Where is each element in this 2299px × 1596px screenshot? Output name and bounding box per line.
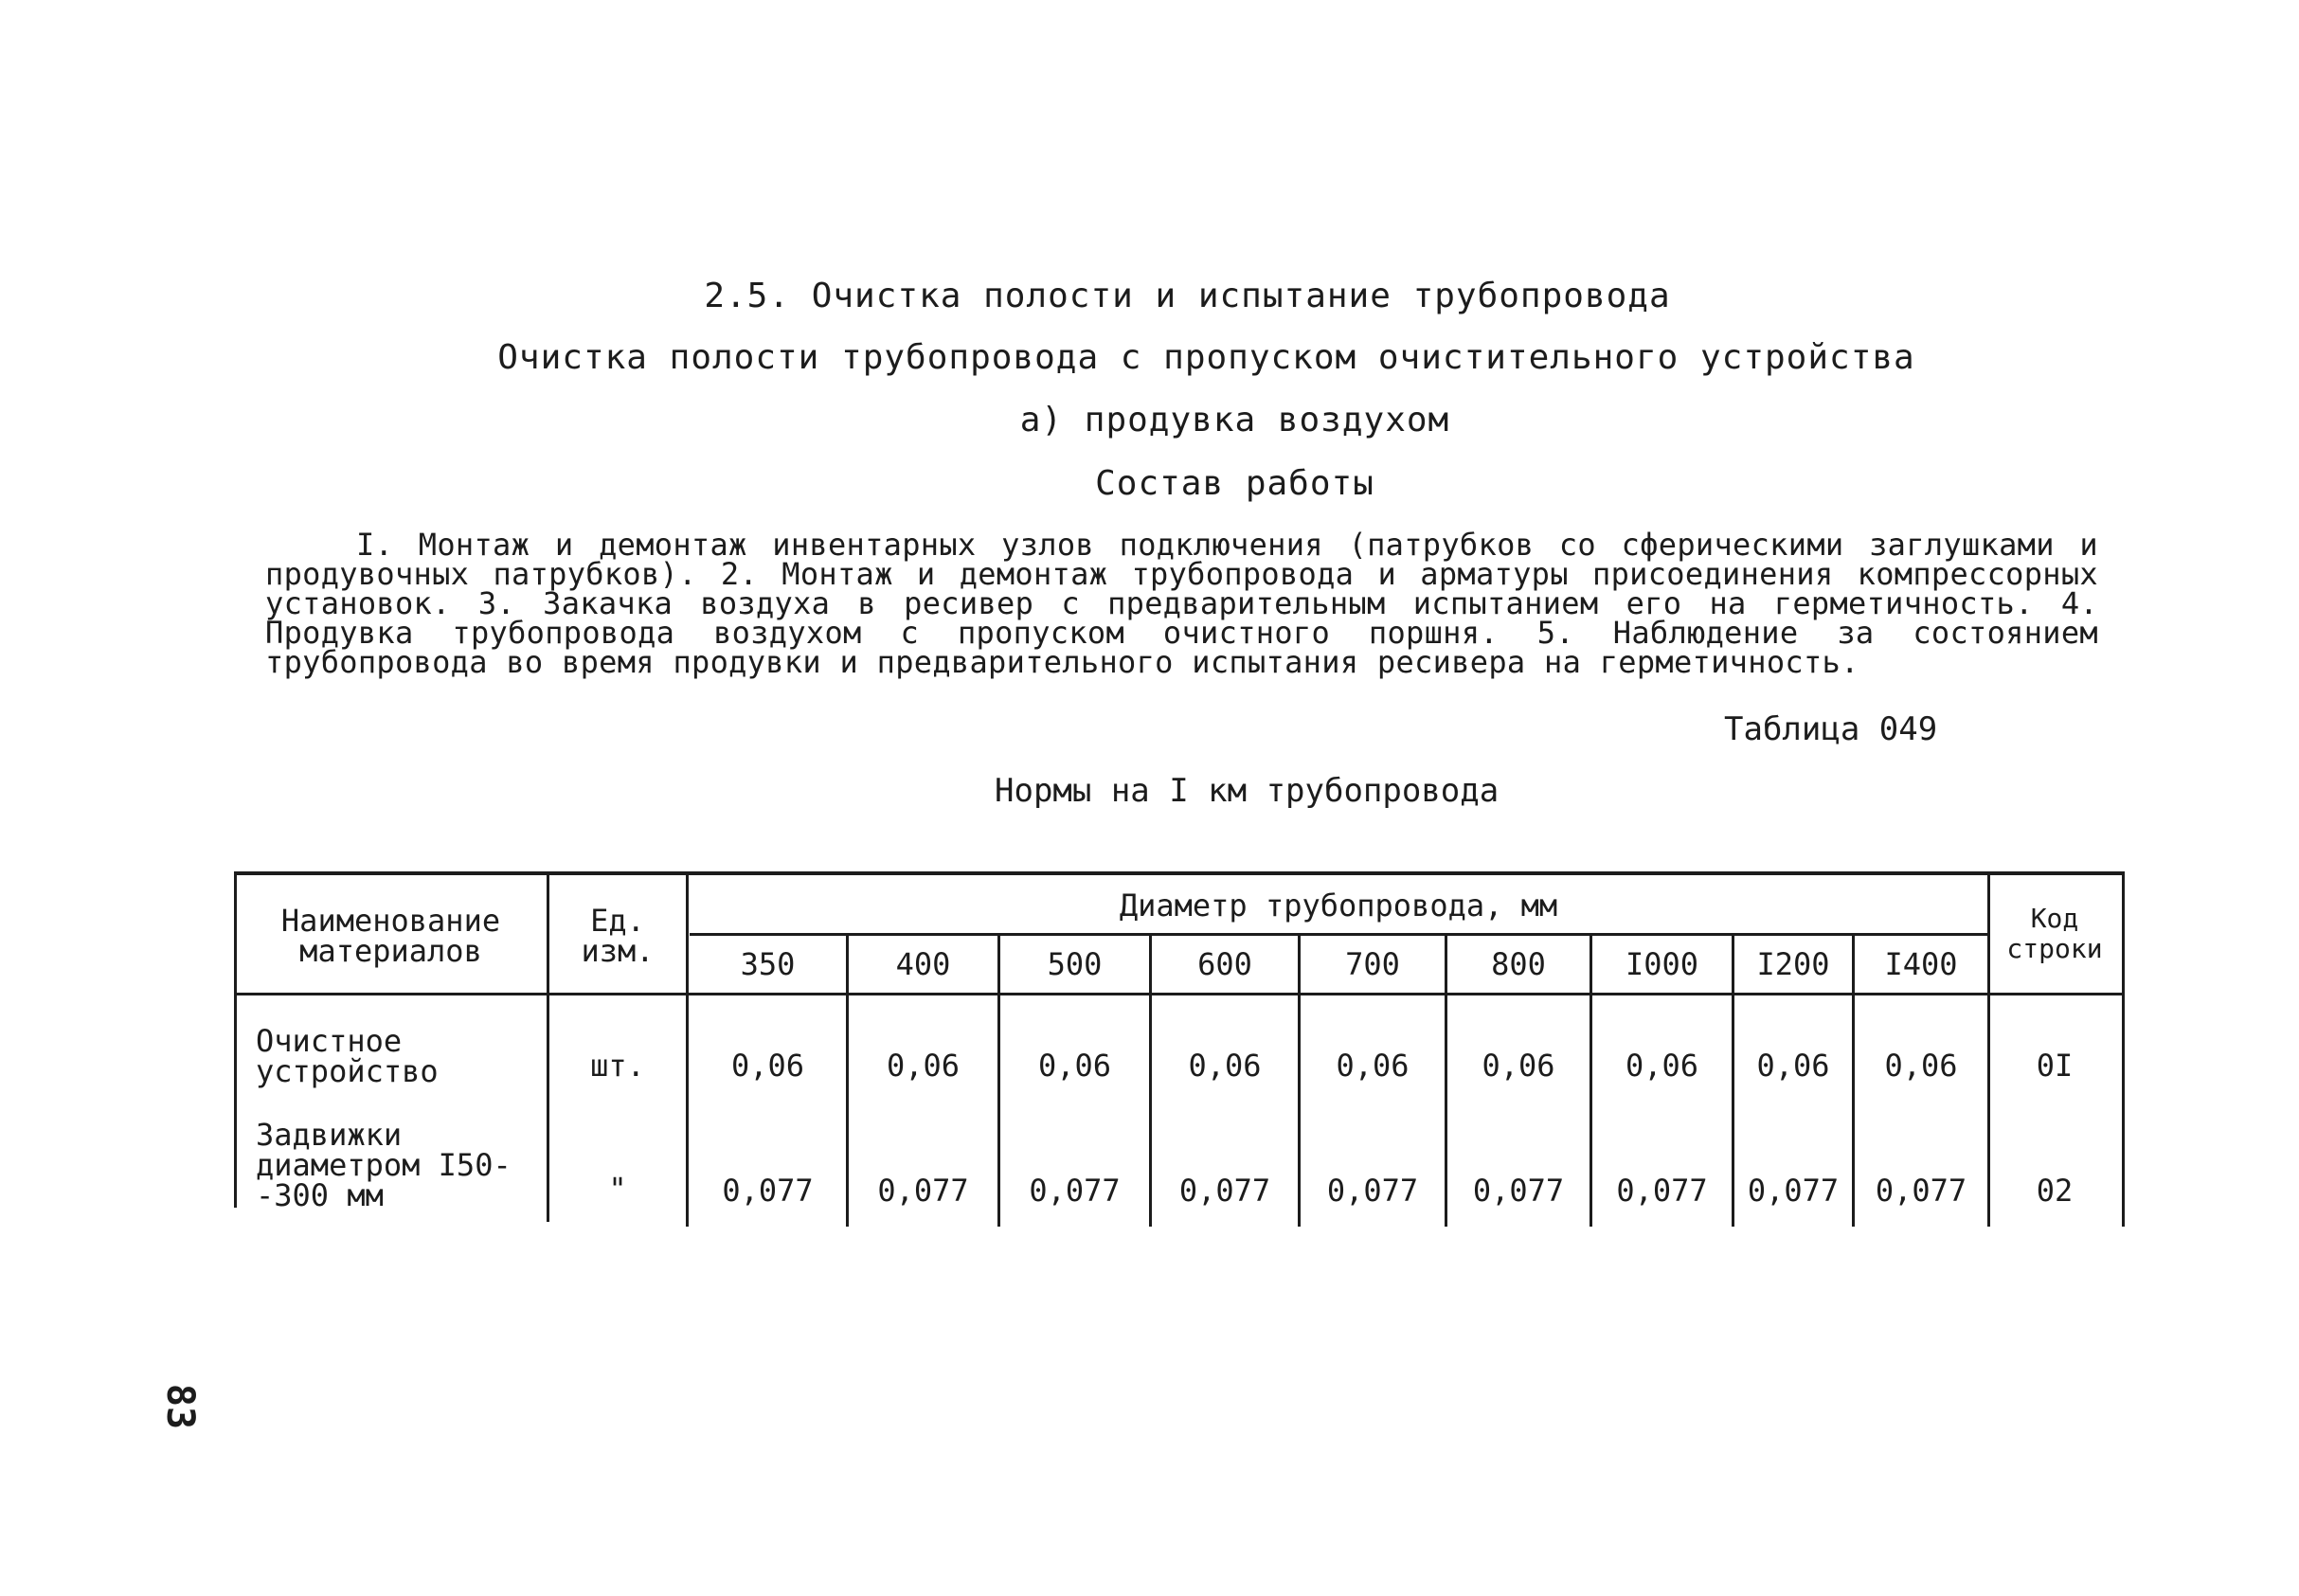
diameter-header-divider — [690, 933, 1987, 936]
col-divider-diameter — [686, 871, 689, 1227]
header-diameter: Диаметр трубопровода, мм — [1119, 887, 1558, 924]
table-right-border — [2122, 871, 2125, 1227]
diameter-1200: I200 — [1756, 946, 1830, 982]
section-title: 2.5. Очистка полости и испытание трубопровода — [704, 277, 1671, 315]
row-2-value-500: 0,077 — [1029, 1173, 1121, 1209]
row-2-value-350: 0,077 — [722, 1173, 814, 1209]
diameter-350: 350 — [740, 946, 796, 982]
row-1-value-1000: 0,06 — [1625, 1048, 1699, 1084]
table-caption: Нормы на I км трубопровода — [995, 772, 1500, 810]
work-composition-title: Состав работы — [1095, 464, 1374, 503]
row-1-code: 0I — [2036, 1048, 2074, 1084]
row-2-value-1200: 0,077 — [1747, 1173, 1840, 1209]
diameter-400: 400 — [895, 946, 951, 982]
row-2-code: 02 — [2036, 1173, 2074, 1209]
row-1-value-500: 0,06 — [1037, 1048, 1112, 1084]
col-divider-unit — [547, 871, 549, 1222]
table-number: Таблица 049 — [1724, 710, 1938, 748]
page-number: 83 — [158, 1383, 202, 1430]
diameter-800: 800 — [1491, 946, 1546, 982]
diameter-500: 500 — [1047, 946, 1103, 982]
row-2-value-800: 0,077 — [1472, 1173, 1565, 1209]
header-material-name: Наименование материалов — [280, 902, 501, 969]
row-2-value-700: 0,077 — [1326, 1173, 1419, 1209]
row-1-material-name: Очистное устройство — [256, 1023, 439, 1089]
work-composition-text: I. Монтаж и демонтаж инвентарных узлов подключения (патрубков со сферическими заглушками и продувочных патрубков). 2. Монтаж и демонтаж трубопровода и арматуры присоединения компрессорных установок. 3. Закачка воздуха в ресивер с предварительным испытанием его на герметичность. 4. Продувка трубопровода воздухом с пропуском очистного поршня. 5. Наблюдение за состоянием трубопровода во время продувки и предварительного испытания ресивера на герметичность. — [265, 527, 2098, 680]
diameter-1000: I000 — [1625, 946, 1699, 982]
row-1-value-1400: 0,06 — [1884, 1048, 1958, 1084]
header-unit: Ед. изм. — [581, 902, 655, 969]
row-1-value-400: 0,06 — [886, 1048, 961, 1084]
col-divider-code — [1987, 871, 1990, 1227]
diameter-700: 700 — [1345, 946, 1400, 982]
row-1-unit: шт. — [590, 1048, 645, 1084]
row-2-value-600: 0,077 — [1178, 1173, 1271, 1209]
row-1-value-600: 0,06 — [1188, 1048, 1262, 1084]
subtitle: Очистка полости трубопровода с пропуском очистительного устройства — [497, 338, 1915, 377]
method-heading: а) продувка воздухом — [1019, 401, 1450, 439]
row-1-value-800: 0,06 — [1482, 1048, 1555, 1084]
row-2-value-1000: 0,077 — [1616, 1173, 1708, 1209]
header-bottom-border — [234, 993, 2125, 995]
table-top-border — [234, 871, 2125, 875]
row-2-unit: " — [608, 1171, 627, 1207]
table-left-border — [234, 871, 237, 1208]
header-row-code: Код строки — [2006, 902, 2103, 964]
row-2-value-1400: 0,077 — [1875, 1173, 1967, 1209]
row-1-value-350: 0,06 — [730, 1048, 805, 1084]
diameter-600: 600 — [1197, 946, 1252, 982]
diameter-1400: I400 — [1884, 946, 1958, 982]
row-2-material-name: Задвижки диаметром I50--300 мм — [256, 1117, 512, 1213]
row-1-value-700: 0,06 — [1336, 1048, 1410, 1084]
row-2-value-400: 0,077 — [877, 1173, 969, 1209]
row-1-value-1200: 0,06 — [1756, 1048, 1830, 1084]
